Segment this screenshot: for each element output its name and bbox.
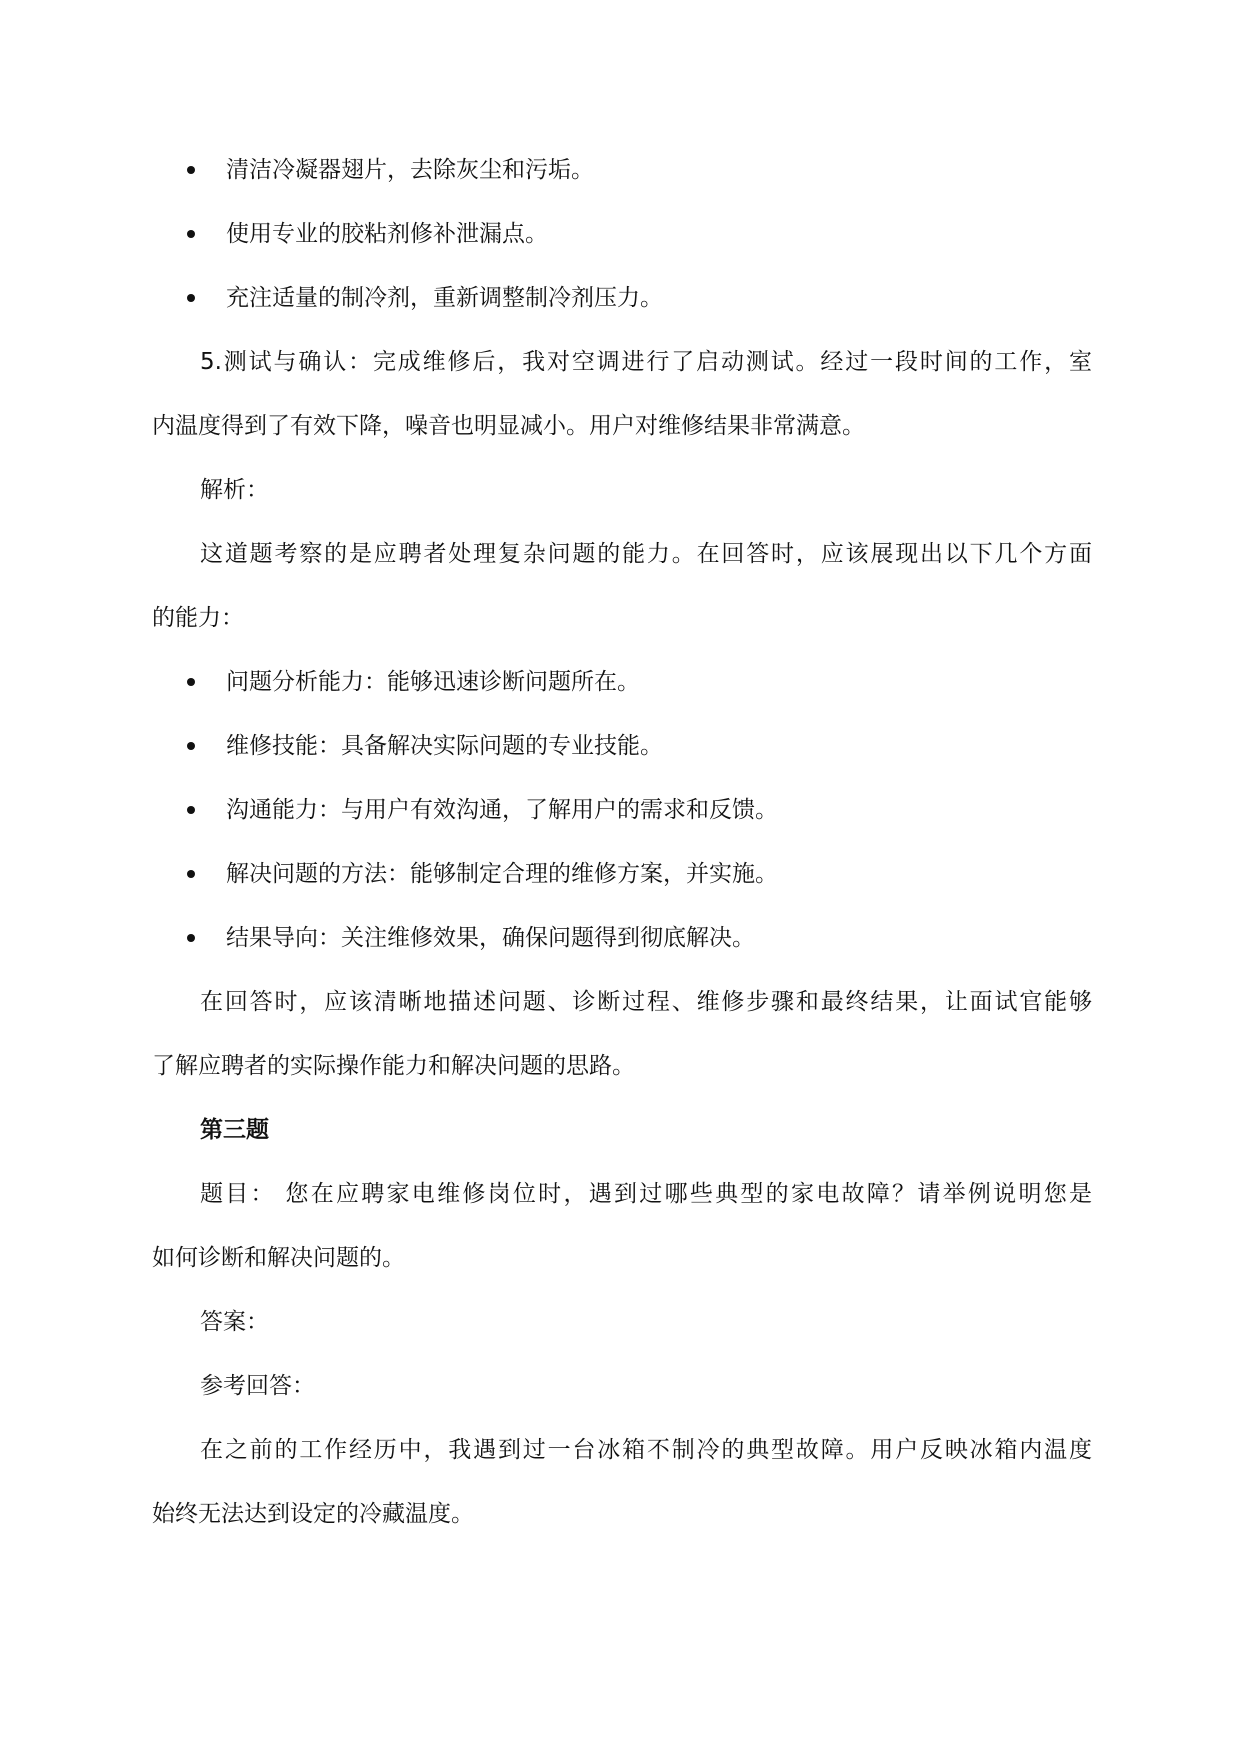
list-item: [152, 714, 1092, 778]
list-item: [152, 266, 1092, 330]
list-item-text: 维修技能：具备解决实际问题的专业技能。: [226, 733, 663, 759]
paragraph-analysis-line2: 的能力：: [152, 605, 244, 631]
paragraph-analysis-line1: 这道题考察的是应聘者处理复杂问题的能力。在回答时，应该展现出以下几个方面: [200, 541, 1092, 567]
list-item-text: 沟通能力：与用户有效沟通，了解用户的需求和反馈。: [226, 797, 778, 823]
list-item-text: 解决问题的方法：能够制定合理的维修方案，并实施。: [226, 861, 778, 887]
question-line2: 如何诊断和解决问题的。: [152, 1245, 405, 1271]
section-title: 第三题: [200, 1117, 269, 1143]
bullet-icon: [187, 166, 195, 174]
list-item-text: 清洁冷凝器翅片，去除灰尘和污垢。: [226, 157, 594, 183]
bullet-icon: [187, 870, 195, 878]
bullet-icon: [187, 230, 195, 238]
list-item: [152, 202, 1092, 266]
list-item-text: 充注适量的制冷剂，重新调整制冷剂压力。: [226, 285, 663, 311]
paragraph-tip-line1: 在回答时，应该清晰地描述问题、诊断过程、维修步骤和最终结果，让面试官能够: [200, 989, 1092, 1015]
question-line1: 题目： 您在应聘家电维修岗位时，遇到过哪些典型的家电故障？请举例说明您是: [200, 1181, 1092, 1207]
bullet-icon: [187, 934, 195, 942]
list-item-text: 使用专业的胶粘剂修补泄漏点。: [226, 221, 548, 247]
analysis-label: 解析：: [200, 477, 269, 503]
paragraph-tip-line2: 了解应聘者的实际操作能力和解决问题的思路。: [152, 1053, 635, 1079]
bullet-icon: [187, 742, 195, 750]
document-body: [152, 138, 1092, 1546]
bullet-icon: [187, 678, 195, 686]
list-item: [152, 650, 1092, 714]
reference-label: 参考回答：: [200, 1373, 315, 1399]
reference-answer-line1: 在之前的工作经历中，我遇到过一台冰箱不制冷的典型故障。用户反映冰箱内温度: [200, 1437, 1092, 1463]
reference-answer-line2: 始终无法达到设定的冷藏温度。: [152, 1501, 474, 1527]
paragraph-step5-line1: 5.测试与确认：完成维修后，我对空调进行了启动测试。经过一段时间的工作，室: [200, 349, 1092, 375]
list-item: [152, 138, 1092, 202]
paragraph-step5-line2: 内温度得到了有效下降，噪音也明显减小。用户对维修结果非常满意。: [152, 413, 865, 439]
list-item: [152, 842, 1092, 906]
bullet-icon: [187, 294, 195, 302]
list-item: [152, 778, 1092, 842]
list-item: [152, 906, 1092, 970]
bullet-icon: [187, 806, 195, 814]
list-item-text: 结果导向：关注维修效果，确保问题得到彻底解决。: [226, 925, 755, 951]
list-item-text: 问题分析能力：能够迅速诊断问题所在。: [226, 669, 640, 695]
answer-label: 答案：: [200, 1309, 269, 1335]
